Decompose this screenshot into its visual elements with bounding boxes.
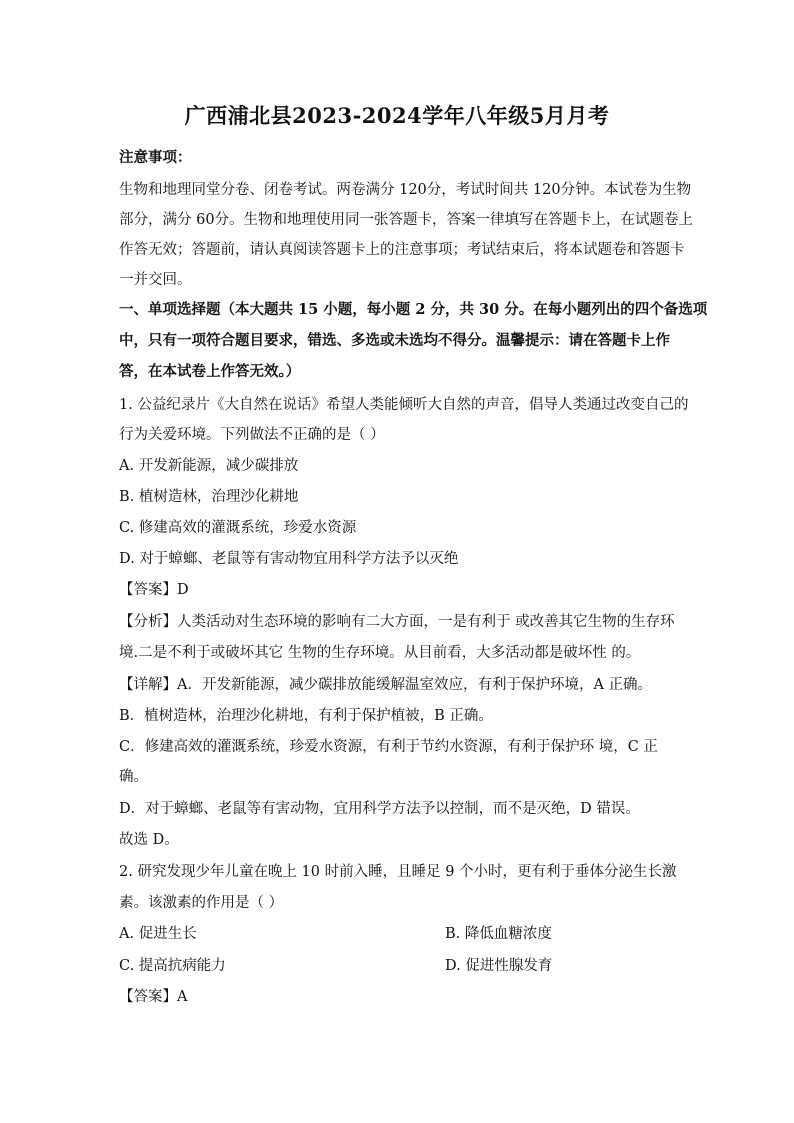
question-1-option-a: A. 开发新能源，减少碳排放 <box>119 458 299 474</box>
question-1-detail: B．植树造林，治理沙化耕地，有利于保护植被，B 正确。 <box>119 708 493 724</box>
page-title: 广西浦北县2023-2024学年八年级5月月考 <box>184 103 610 128</box>
question-1-stem: 1. 公益纪录片《大自然在说话》希望人类能倾听大自然的声音，倡导人类通过改变自己的 <box>119 397 689 413</box>
question-2-option-a: A. 促进生长 <box>119 926 197 942</box>
question-1-option-d: D. 对于蟑螂、老鼠等有害动物宜用科学方法予以灭绝 <box>119 551 459 567</box>
question-1-analysis: 境.二是不利于或破坏其它 生物的生存环境。从目前看，大多活动都是破坏性 的。 <box>119 645 641 661</box>
notice-line: 生物和地理同堂分卷、闭卷考试。两卷满分 120分，考试时间共 120分钟。本试卷为生物 <box>119 182 692 198</box>
question-1-option-c: C. 修建高效的灌溉系统，珍爱水资源 <box>119 520 357 536</box>
question-1-analysis: 【分析】人类活动对生态环境的影响有二大方面，一是有利于 或改善其它生物的生存环 <box>119 614 675 630</box>
question-1-detail: D．对于蟑螂、老鼠等有害动物，宜用科学方法予以控制，而不是灭绝，D 错误。 <box>119 801 640 817</box>
notice-heading: 注意事项： <box>119 149 192 166</box>
notice-line: 部分，满分 60分。生物和地理使用同一张答题卡，答案一律填写在答题卡上，在试题卷上 <box>119 212 694 228</box>
question-2-stem: 素。该激素的作用是（ ） <box>119 895 284 911</box>
question-1-detail: 确。 <box>119 769 148 785</box>
question-1-answer: 【答案】D <box>119 582 189 598</box>
notice-line: 作答无效；答题前，请认真阅读答题卡上的注意事项；考试结束后，将本试题卷和答题卡 <box>119 242 685 258</box>
question-1-detail: 故选 D。 <box>119 832 179 848</box>
question-2-stem: 2. 研究发现少年儿童在晚上 10 时前入睡，且睡足 9 个小时，更有利于垂体分泌生长激 <box>119 864 677 880</box>
question-1-option-b: B. 植树造林，治理沙化耕地 <box>119 489 299 505</box>
notice-line: 一并交回。 <box>119 272 192 288</box>
question-1-detail: C．修建高效的灌溉系统，珍爱水资源，有利于节约水资源，有利于保护环 境，C 正 <box>119 739 658 755</box>
question-2-option-b: B. 降低血糖浓度 <box>445 926 552 942</box>
section-heading: 答，在本试卷上作答无效。） <box>119 363 301 380</box>
question-1-detail: 【详解】A．开发新能源，减少碳排放能缓解温室效应，有利于保护环境，A 正确。 <box>119 677 653 693</box>
question-1-stem: 行为关爱环境。下列做法不正确的是（ ） <box>119 427 385 443</box>
question-2-answer: 【答案】A <box>119 989 188 1005</box>
question-2-option-d: D. 促进性腺发育 <box>445 958 553 974</box>
section-heading: 一、单项选择题（本大题共 15 小题，每小题 2 分，共 30 分。在每小题列出的四个备选项 <box>119 301 708 318</box>
section-heading: 中，只有一项符合题目要求，错选、多选或未选均不得分。温馨提示：请在答题卡上作 <box>119 332 670 349</box>
question-2-option-c: C. 提高抗病能力 <box>119 958 226 974</box>
